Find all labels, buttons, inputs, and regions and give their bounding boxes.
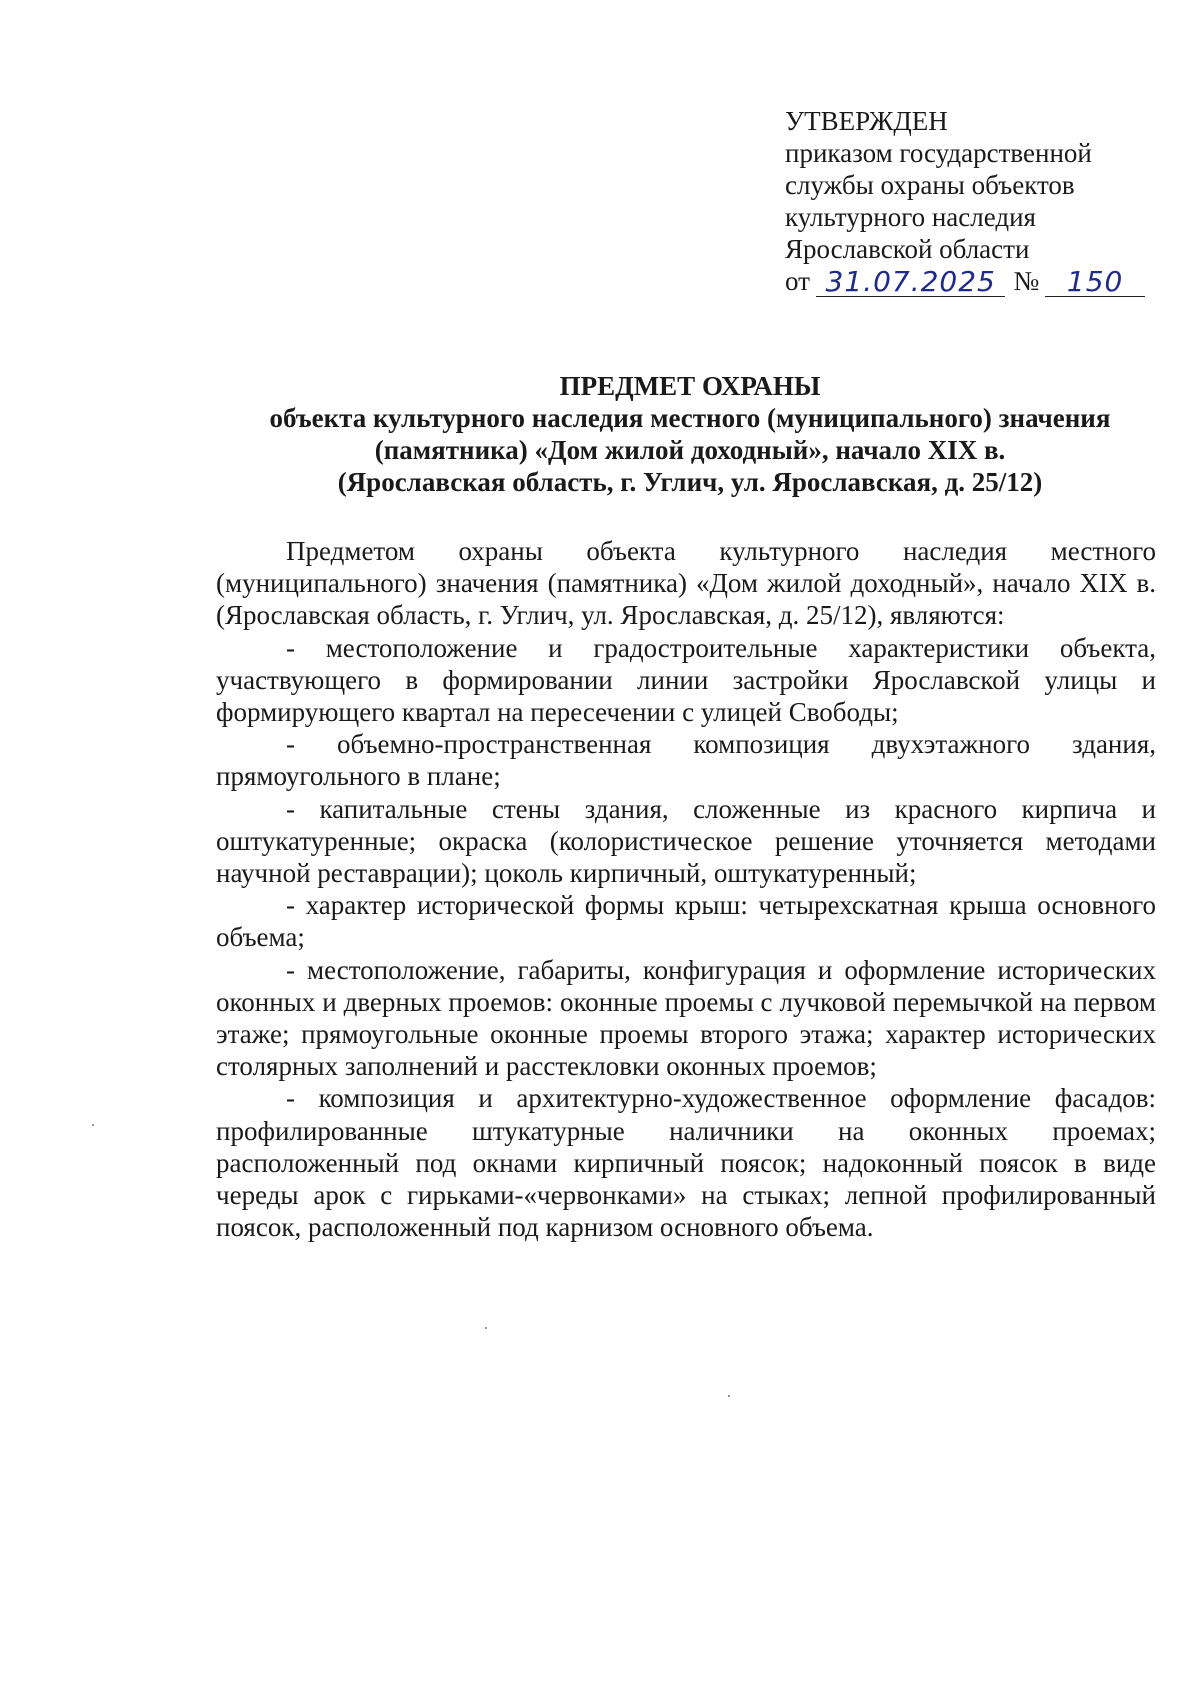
- list-item: - характер исторической формы крыш: четырехскатная крыша основного объема;: [216, 890, 1156, 953]
- list-item: - объемно-пространственная композиция двухэтажного здания, прямоугольного в плане;: [216, 729, 1156, 792]
- title-line-4: (Ярославская область, г. Углич, ул. Ярославская, д. 25/12): [337, 467, 1043, 497]
- list-item: - композиция и архитектурно-художественное оформление фасадов: профилированные штукатурные наличники на оконных проемах; расположенный под окнами кирпичный поясок; надоконный поясок в виде череды арок с гирьками-«червонками» на стыках; лепной профилированный поясок, расположенный под карнизом основного объема.: [216, 1083, 1156, 1243]
- title-line-3: (памятника) «Дом жилой доходный», начало XIX в.: [374, 435, 1006, 465]
- list-item: - местоположение и градостроительные характеристики объекта, участвующего в формировании линии застройки Ярославской улицы и формирующего квартал на пересечении с улицей Свободы;: [216, 632, 1156, 728]
- approval-line-2: службы охраны объектов: [785, 170, 1075, 200]
- scan-speck: [485, 1327, 487, 1329]
- scan-speck: [92, 1124, 94, 1126]
- number-prefix: №: [1013, 266, 1040, 296]
- approval-line-4: Ярославской области: [785, 234, 1030, 264]
- document-title: [210, 370, 1170, 498]
- approval-line-3: культурного наследия: [785, 202, 1036, 232]
- document-body: [216, 535, 1156, 1243]
- approval-block: [785, 105, 1145, 297]
- approval-date-number-line: [785, 265, 1145, 297]
- handwritten-number: 150: [1045, 268, 1145, 297]
- date-prefix: от: [785, 266, 810, 296]
- list-item: - капитальные стены здания, сложенные из красного кирпича и оштукатуренные; окраска (колористическое решение уточняется методами научной реставрации); цоколь кирпичный, оштукатуренный;: [216, 793, 1156, 889]
- handwritten-date: 31.07.2025: [816, 268, 1006, 297]
- title-line-2: объекта культурного наследия местного (муниципального) значения: [269, 403, 1111, 433]
- list-item: - местоположение, габариты, конфигурация и оформление исторических оконных и дверных проемов: оконные проемы с лучковой перемычкой на первом этаже; прямоугольные оконные проемы второго этажа; характер исторических столярных заполнений и расстекловки оконных проемов;: [216, 954, 1156, 1082]
- title-line-1: ПРЕДМЕТ ОХРАНЫ: [559, 371, 821, 401]
- approval-heading: УТВЕРЖДЕН: [785, 106, 948, 136]
- approval-line-1: приказом государственной: [785, 138, 1092, 168]
- intro-paragraph: Предметом охраны объекта культурного наследия местного (муниципального) значения (памятника) «Дом жилой доходный», начало XIX в. (Ярославская область, г. Углич, ул. Ярославская, д. 25/12), являются:: [216, 536, 1156, 631]
- scan-speck: [728, 1395, 730, 1397]
